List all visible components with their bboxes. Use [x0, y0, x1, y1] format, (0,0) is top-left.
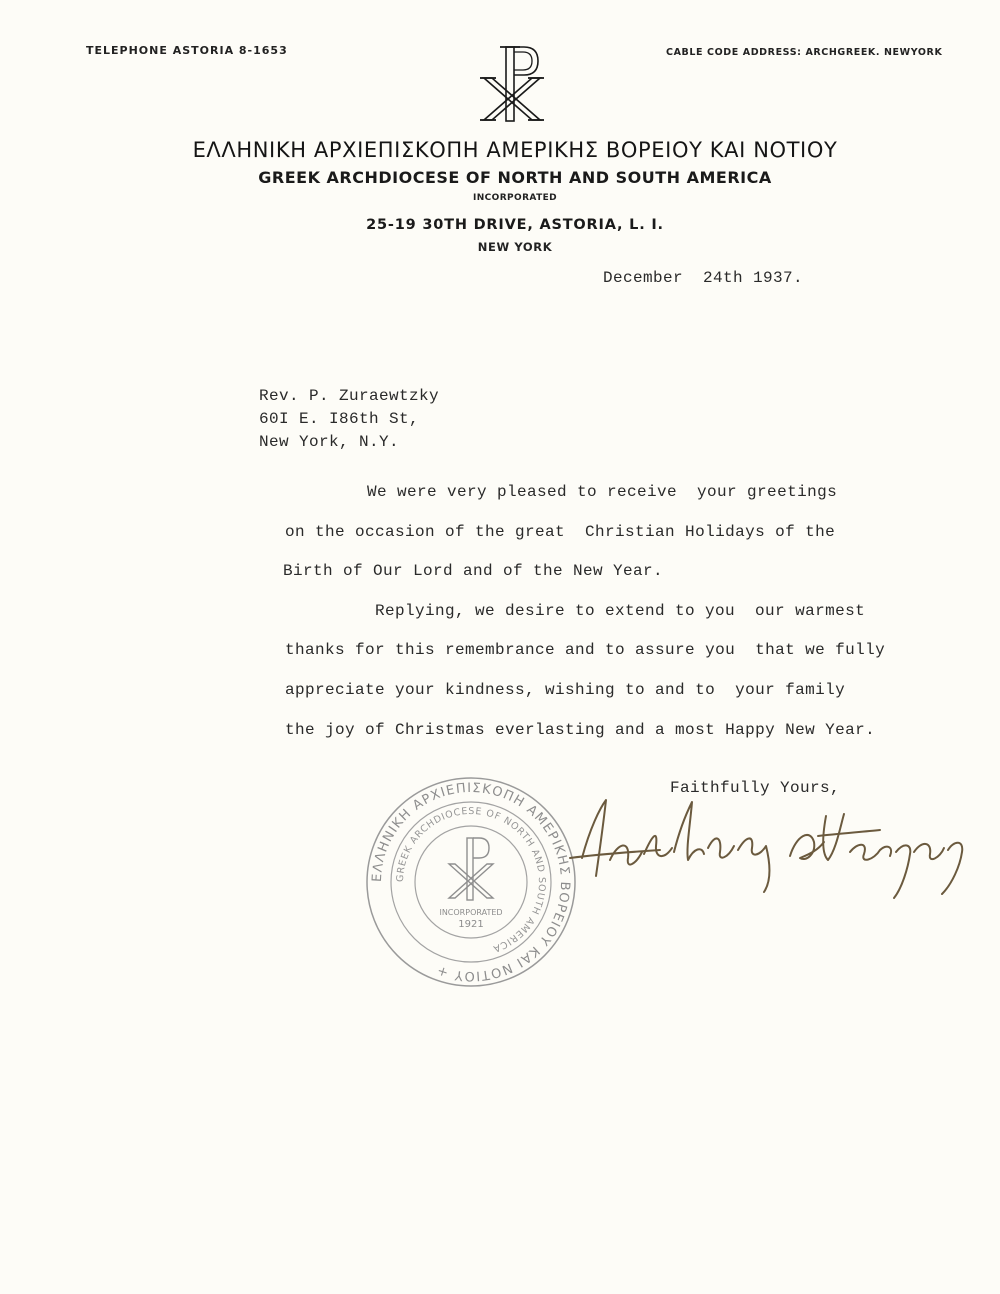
handwritten-signature — [560, 788, 980, 908]
seal-outer-text: ΕΛΛΗΝΙΚΗ ΑΡΧΙΕΠΙΣΚΟΠΗ ΑΜΕΡΙΚΗΣ ΒΟΡΕΙΟΥ ΚΑΙ ΝΟΤΙΟΥ + — [369, 780, 573, 984]
letterhead-street-address: 25-19 30TH DRIVE, ASTORIA, L. I. — [366, 217, 664, 233]
letter-date: December 24th 1937. — [603, 269, 804, 287]
recipient-street: 60I E. I86th St, — [259, 410, 420, 428]
body-line: appreciate your kindness, wishing to and to your family — [285, 681, 846, 699]
letterhead-english-title: GREEK ARCHDIOCESE OF NORTH AND SOUTH AMERICA — [258, 168, 772, 187]
body-line: We were very pleased to receive your greetings — [367, 483, 838, 501]
seal-chi-rho-icon — [449, 838, 493, 900]
body-line: the joy of Christmas everlasting and a most Happy New Year. — [285, 721, 876, 739]
letterhead-greek-title: ΕΛΛΗΝΙΚΗ ΑΡΧΙΕΠΙΣΚΟΠΗ ΑΜΕΡΙΚΗΣ ΒΟΡΕΙΟΥ ΚΑΙ ΝΟΤΙΟΥ — [192, 138, 838, 162]
letterhead-cable-address: CABLE CODE ADDRESS: ARCHGREEK. NEWYORK — [666, 47, 943, 58]
seal-incorporated: INCORPORATED — [439, 908, 503, 917]
archdiocese-seal — [365, 776, 577, 988]
seal-year: 1921 — [458, 919, 484, 930]
body-line: on the occasion of the great Christian Holidays of the — [285, 523, 836, 541]
svg-text:GREEK ARCHDIOCESE OF NORTH AND — [395, 806, 547, 954]
body-line: Replying, we desire to extend to you our warmest — [375, 602, 866, 620]
body-line: Birth of Our Lord and of the New Year. — [283, 562, 664, 580]
letter-closing: Faithfully Yours, — [670, 779, 841, 797]
recipient-city: New York, N.Y. — [259, 433, 400, 451]
body-line: thanks for this remembrance and to assure you that we fully — [285, 641, 886, 659]
chi-rho-monogram-icon — [478, 44, 548, 126]
letterhead-city: NEW YORK — [477, 240, 553, 254]
letterhead-telephone: TELEPHONE ASTORIA 8-1653 — [86, 44, 288, 57]
letterhead-incorporated: INCORPORATED — [472, 193, 558, 203]
seal-inner-text: GREEK ARCHDIOCESE OF NORTH AND SOUTH AMERICA — [394, 805, 548, 955]
recipient-name: Rev. P. Zuraewtzky — [259, 387, 440, 405]
